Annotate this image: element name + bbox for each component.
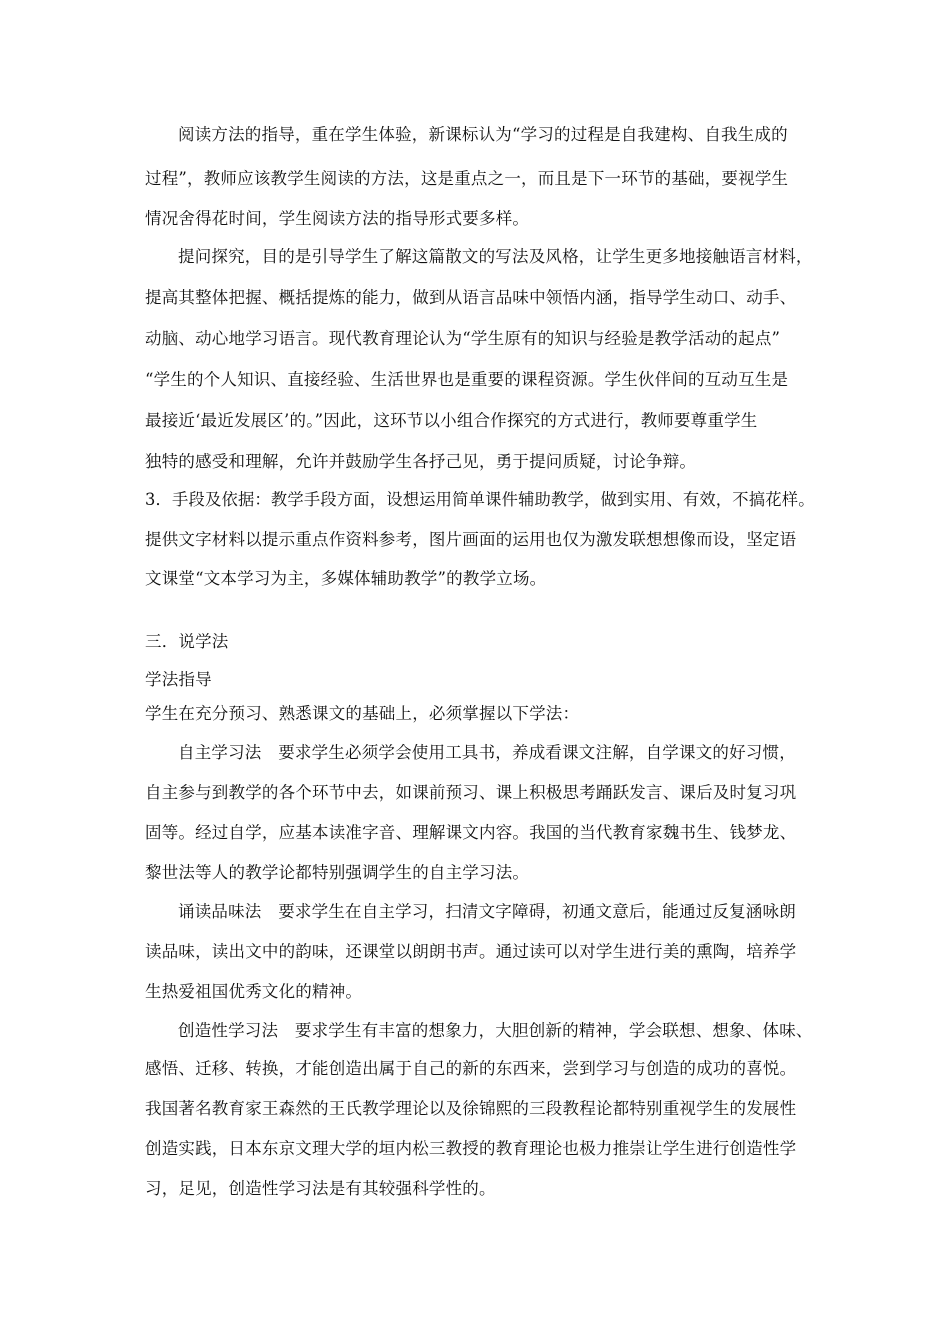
paragraph-line: 生热爱祖国优秀文化的精神。 xyxy=(145,982,363,1001)
paragraph-line: 阅读方法的指导，重在学生体验，新课标认为“学习的过程是自我建构、自我生成的 xyxy=(178,125,788,144)
paragraph-line: 最接近‘最近发展区’的。”因此，这环节以小组合作探究的方式进行，教师要尊重学生 xyxy=(145,411,758,430)
subheading: 学法指导 xyxy=(145,670,212,689)
paragraph-line: 固等。经过自学，应基本读准字音、理解课文内容。我国的当代教育家魏书生、钱梦龙、 xyxy=(145,823,797,842)
paragraph-line: 学生在充分预习、熟悉课文的基础上，必须掌握以下学法： xyxy=(145,704,580,723)
paragraph-line: 自主学习法 要求学生必须学会使用工具书，养成看课文注解，自学课文的好习惯， xyxy=(178,743,796,762)
paragraph-line: “学生的个人知识、直接经验、生活世界也是重要的课程资源。学生伙伴间的互动互生是 xyxy=(145,370,789,389)
paragraph-line: 诵读品味法 要求学生在自主学习，扫清文字障碍，初通文意后，能通过反复涵咏朗 xyxy=(178,902,796,921)
paragraph-line: 读品味，读出文中的韵味，还课堂以朗朗书声。通过读可以对学生进行美的熏陶，培养学 xyxy=(145,942,797,961)
paragraph-line: 习，足见，创造性学习法是有其较强科学性的。 xyxy=(145,1179,496,1198)
paragraph-line: 感悟、迁移、转换，才能创造出属于自己的新的东西来，尝到学习与创造的成功的喜悦。 xyxy=(145,1059,797,1078)
section-heading: 三．说学法 xyxy=(145,632,229,651)
paragraph-line: 文课堂“文本学习为主，多媒体辅助教学”的教学立场。 xyxy=(145,569,547,588)
paragraph-line: 动脑、动心地学习语言。现代教育理论认为“学生原有的知识与经验是教学活动的起点” xyxy=(145,329,781,348)
paragraph-line: 自主参与到教学的各个环节中去，如课前预习、课上积极思考踊跃发言、课后及时复习巩 xyxy=(145,783,797,802)
paragraph-line: 提高其整体把握、概括提炼的能力，做到从语言品味中领悟内涵，指导学生动口、动手、 xyxy=(145,288,797,307)
paragraph-line: 黎世法等人的教学论都特别强调学生的自主学习法。 xyxy=(145,863,530,882)
paragraph-line: 情况舍得花时间，学生阅读方法的指导形式要多样。 xyxy=(145,209,530,228)
paragraph-line: 我国著名教育家王森然的王氏教学理论以及徐锦熙的三段教程论都特别重视学生的发展性 xyxy=(145,1099,797,1118)
paragraph-line: 3．手段及依据：教学手段方面，设想运用简单课件辅助教学，做到实用、有效，不搞花样。 xyxy=(145,490,815,509)
paragraph-line: 创造实践，日本东京文理大学的垣内松三教授的教育理论也极力推崇让学生进行创造性学 xyxy=(145,1139,797,1158)
paragraph-line: 独特的感受和理解，允许并鼓励学生各抒己见，勇于提问质疑，讨论争辩。 xyxy=(145,452,697,471)
paragraph-line: 提供文字材料以提示重点作资料参考，图片画面的运用也仅为激发联想想像而设，坚定语 xyxy=(145,530,797,549)
paragraph-line: 过程”，教师应该教学生阅读的方法，这是重点之一，而且是下一环节的基础，要视学生 xyxy=(145,169,789,188)
paragraph-line: 创造性学习法 要求学生有丰富的想象力，大胆创新的精神，学会联想、想象、体味、 xyxy=(178,1021,813,1040)
paragraph-line: 提问探究，目的是引导学生了解这篇散文的写法及风格，让学生更多地接触语言材料， xyxy=(178,247,813,266)
